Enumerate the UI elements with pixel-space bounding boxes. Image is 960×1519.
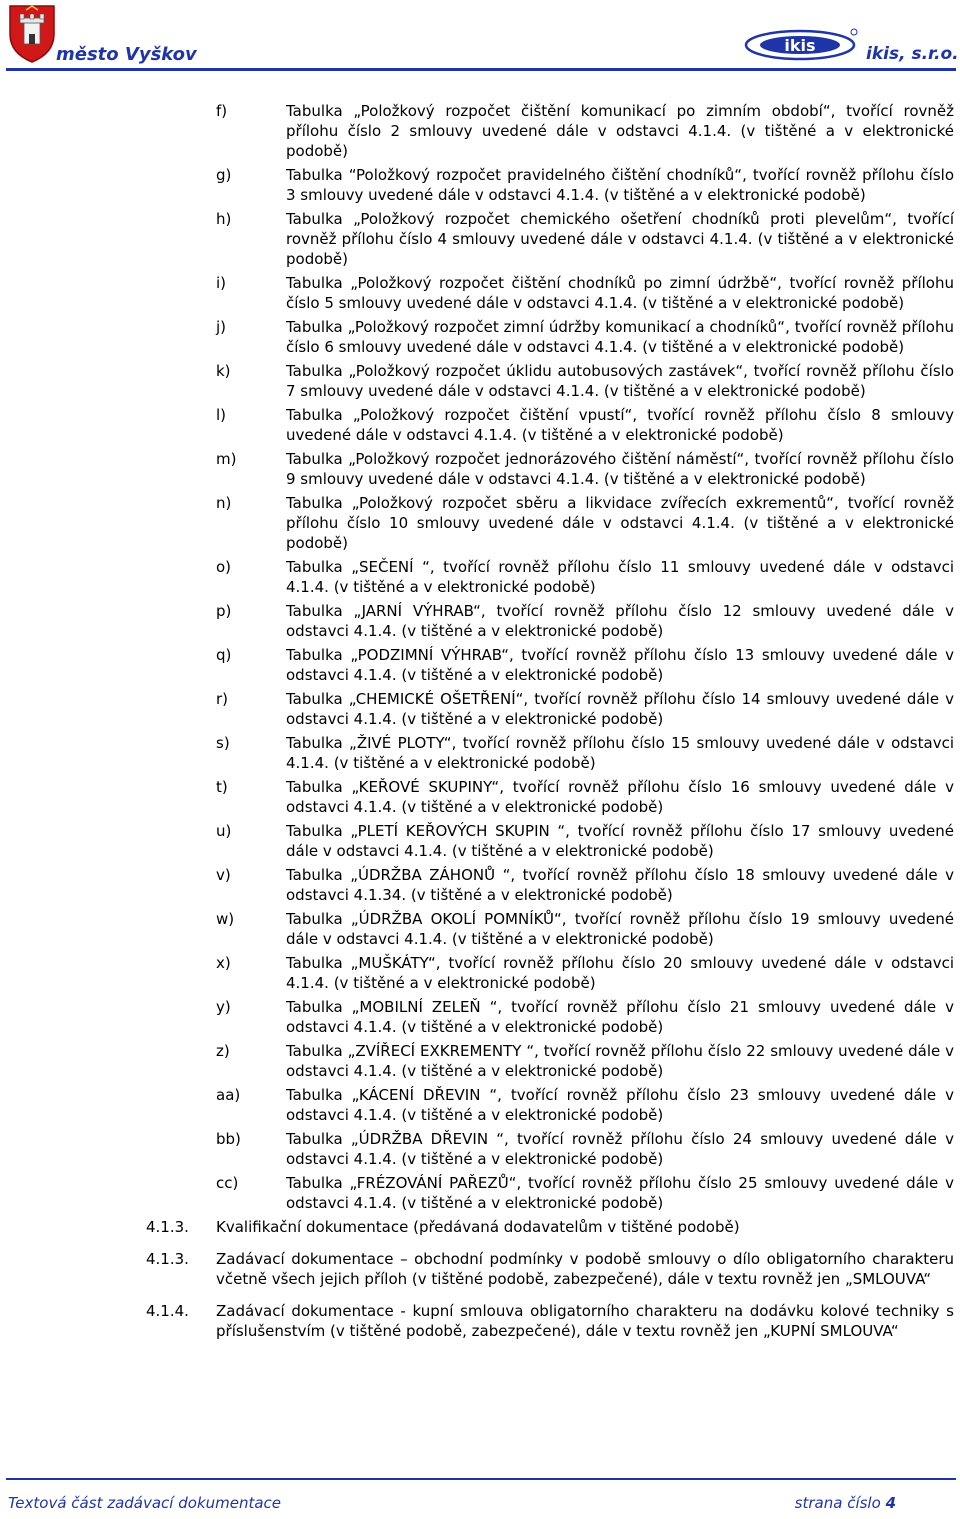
list-item-text: Tabulka „Položkový rozpočet čištění chodníků po zimní údržbě“, tvořící rovněž přílohu číslo 5 smlouvy uvedené dále v odstavci 4.1.4. (v tištěné a v elektronické podobě): [286, 274, 954, 312]
ikis-logo-icon: [744, 26, 860, 62]
list-item-label: x): [216, 954, 231, 972]
header-divider: [6, 68, 956, 71]
section-list: [0, 1217, 960, 1341]
list-item-label: p): [216, 602, 232, 620]
section-text: Zadávací dokumentace – obchodní podmínky v podobě smlouvy o dílo obligatorního charakteru včetně všech jejich příloh (v tištěné podobě, zabezpečené), dále v textu rovněž jen „SMLOUVA“: [216, 1250, 954, 1288]
list-item: [0, 317, 960, 357]
list-item-text: Tabulka „KÁCENÍ DŘEVIN “, tvořící rovněž přílohu číslo 23 smlouvy uvedené dále v odstavci 4.1.4. (v tištěné a v elektronické podobě): [286, 1086, 954, 1124]
list-item-text: Tabulka „PLETÍ KEŘOVÝCH SKUPIN “, tvořící rovněž přílohu číslo 17 smlouvy uvedené dále v odstavci 4.1.4. (v tištěné a v elektronické podobě): [286, 822, 954, 860]
list-item: [0, 273, 960, 313]
list-item-text: Tabulka „Položkový rozpočet úklidu autobusových zastávek“, tvořící rovněž přílohu číslo 7 smlouvy uvedené dále v odstavci 4.1.4. (v tištěné a v elektronické podobě): [286, 362, 954, 400]
list-item-text: Tabulka „Položkový rozpočet chemického ošetření chodníků proti plevelům“, tvořící rovněž přílohu číslo 4 smlouvy uvedené dále v odstavci 4.1.4. (v tištěné a v elektronické podobě): [286, 210, 954, 268]
list-item-label: cc): [216, 1174, 239, 1192]
list-item: [0, 361, 960, 401]
list-item: [0, 1173, 960, 1213]
list-item: [0, 449, 960, 489]
list-item: [0, 1129, 960, 1169]
document-body: [0, 101, 960, 1341]
list-item: [0, 405, 960, 445]
list-item-label: t): [216, 778, 228, 796]
list-item: [0, 865, 960, 905]
list-item-label: z): [216, 1042, 230, 1060]
list-item-label: bb): [216, 1130, 241, 1148]
section-paragraph: [0, 1249, 960, 1289]
list-item-text: Tabulka „SEČENÍ “, tvořící rovněž přílohu číslo 11 smlouvy uvedené dále v odstavci 4.1.4. (v tištěné a v elektronické podobě): [286, 558, 954, 596]
list-item-label: r): [216, 690, 229, 708]
list-item-label: g): [216, 166, 232, 184]
section-number: 4.1.3.: [146, 1250, 189, 1268]
list-item-label: w): [216, 910, 235, 928]
page-prefix: strana číslo: [794, 1494, 881, 1512]
footer-page-number: [795, 1494, 896, 1512]
list-item-text: Tabulka „MUŠKÁTY“, tvořící rovněž přílohu číslo 20 smlouvy uvedené dále v odstavci 4.1.4. (v tištěné a v elektronické podobě): [286, 954, 954, 992]
list-item-text: Tabulka “Položkový rozpočet pravidelného čištění chodníků“, tvořící rovněž přílohu číslo 3 smlouvy uvedené dále v odstavci 4.1.4. (v tištěné a v elektronické podobě): [286, 166, 954, 204]
list-item-label: n): [216, 494, 232, 512]
ikis-logo-text: ikis: [784, 36, 816, 55]
page-header: [0, 0, 960, 80]
company-name: ikis, s.r.o.: [866, 44, 959, 64]
list-item-label: q): [216, 646, 232, 664]
list-item-text: Tabulka „KEŘOVÉ SKUPINY“, tvořící rovněž přílohu číslo 16 smlouvy uvedené dále v odstavci 4.1.4. (v tištěné a v elektronické podobě): [286, 778, 954, 816]
footer-divider: [6, 1478, 956, 1480]
list-item: [0, 733, 960, 773]
list-item-text: Tabulka „Položkový rozpočet jednorázového čištění náměstí“, tvořící rovněž přílohu číslo 9 smlouvy uvedené dále v odstavci 4.1.4. (v tištěné a v elektronické podobě): [286, 450, 954, 488]
list-item-text: Tabulka „CHEMICKÉ OŠETŘENÍ“, tvořící rovněž přílohu číslo 14 smlouvy uvedené dále v odstavci 4.1.4. (v tištěné a v elektronické podobě): [286, 690, 954, 728]
list-item-text: Tabulka „ÚDRŽBA OKOLÍ POMNÍKŮ“, tvořící rovněž přílohu číslo 19 smlouvy uvedené dále v odstavci 4.1.4. (v tištěné a v elektronické podobě): [286, 910, 954, 948]
list-item: [0, 165, 960, 205]
list-item-label: s): [216, 734, 230, 752]
list-item-label: o): [216, 558, 232, 576]
list-item-text: Tabulka „Položkový rozpočet čištění komunikací po zimním období“, tvořící rovněž přílohu číslo 2 smlouvy uvedené dále v odstavci 4.1.4. (v tištěné a v elektronické podobě): [286, 102, 954, 160]
list-item-text: Tabulka „PODZIMNÍ VÝHRAB“, tvořící rovněž přílohu číslo 13 smlouvy uvedené dále v odstavci 4.1.4. (v tištěné a v elektronické podobě): [286, 646, 954, 684]
list-item-label: j): [216, 318, 227, 336]
list-item: [0, 209, 960, 269]
section-paragraph: [0, 1217, 960, 1237]
list-item-text: Tabulka „ZVÍŘECÍ EXKREMENTY “, tvořící rovněž přílohu číslo 22 smlouvy uvedené dále v odstavci 4.1.4. (v tištěné a v elektronické podobě): [286, 1042, 954, 1080]
section-paragraph: [0, 1301, 960, 1341]
list-item-label: f): [216, 102, 228, 120]
list-item: [0, 101, 960, 161]
city-crest-icon: [6, 2, 58, 64]
list-item-label: v): [216, 866, 231, 884]
list-item-label: u): [216, 822, 232, 840]
list-item-text: Tabulka „Položkový rozpočet zimní údržby komunikací a chodníků“, tvořící rovněž přílohu číslo 6 smlouvy uvedené dále v odstavci 4.1.4. (v tištěné a v elektronické podobě): [286, 318, 954, 356]
list-item-label: l): [216, 406, 227, 424]
section-number: 4.1.4.: [146, 1302, 189, 1320]
list-item-label: i): [216, 274, 227, 292]
list-item-text: Tabulka „Položkový rozpočet čištění vpustí“, tvořící rovněž přílohu číslo 8 smlouvy uvedené dále v odstavci 4.1.4. (v tištěné a v elektronické podobě): [286, 406, 954, 444]
list-item: [0, 1041, 960, 1081]
list-item-text: Tabulka „ÚDRŽBA ZÁHONŮ “, tvořící rovněž přílohu číslo 18 smlouvy uvedené dále v odstavci 4.1.34. (v tištěné a v elektronické podobě): [286, 866, 954, 904]
list-item: [0, 493, 960, 553]
list-item: [0, 601, 960, 641]
section-text: Zadávací dokumentace - kupní smlouva obligatorního charakteru na dodávku kolové techniky s příslušenstvím (v tištěné podobě, zabezpečené), dále v textu rovněž jen „KUPNÍ SMLOUVA“: [216, 1302, 954, 1340]
list-item-text: Tabulka „ŽIVÉ PLOTY“, tvořící rovněž přílohu číslo 15 smlouvy uvedené dále v odstavci 4.1.4. (v tištěné a v elektronické podobě): [286, 734, 954, 772]
list-item: [0, 777, 960, 817]
list-item-text: Tabulka „JARNÍ VÝHRAB“, tvořící rovněž přílohu číslo 12 smlouvy uvedené dále v odstavci 4.1.4. (v tištěné a v elektronické podobě): [286, 602, 954, 640]
list-item: [0, 997, 960, 1037]
section-number: 4.1.3.: [146, 1218, 189, 1236]
list-item: [0, 953, 960, 993]
list-item: [0, 821, 960, 861]
list-item: [0, 909, 960, 949]
footer-document-title: Textová část zadávací dokumentace: [8, 1494, 282, 1512]
list-item: [0, 689, 960, 729]
list-item: [0, 557, 960, 597]
list-item-text: Tabulka „Položkový rozpočet sběru a likvidace zvířecích exkrementů“, tvořící rovněž přílohu číslo 10 smlouvy uvedené dále v odstavci 4.1.4. (v tištěné a v elektronické podobě): [286, 494, 954, 552]
appendix-list: [0, 101, 960, 1213]
list-item-label: k): [216, 362, 231, 380]
list-item-text: Tabulka „MOBILNÍ ZELEŇ “, tvořící rovněž přílohu číslo 21 smlouvy uvedené dále v odstavci 4.1.4. (v tištěné a v elektronické podobě): [286, 998, 954, 1036]
city-name: město Vyškov: [56, 44, 197, 65]
list-item-label: aa): [216, 1086, 241, 1104]
list-item-label: y): [216, 998, 231, 1016]
list-item: [0, 1085, 960, 1125]
list-item-label: m): [216, 450, 237, 468]
list-item-label: h): [216, 210, 232, 228]
list-item: [0, 645, 960, 685]
list-item-text: Tabulka „ÚDRŽBA DŘEVIN “, tvořící rovněž přílohu číslo 24 smlouvy uvedené dále v odstavci 4.1.4. (v tištěné a v elektronické podobě): [286, 1130, 954, 1168]
list-item-text: Tabulka „FRÉZOVÁNÍ PAŘEZŮ“, tvořící rovněž přílohu číslo 25 smlouvy uvedené dále v odstavci 4.1.4. (v tištěné a v elektronické podobě): [286, 1174, 954, 1212]
page-number: 4: [885, 1494, 896, 1512]
section-text: Kvalifikační dokumentace (předávaná dodavatelům v tištěné podobě): [216, 1218, 740, 1236]
